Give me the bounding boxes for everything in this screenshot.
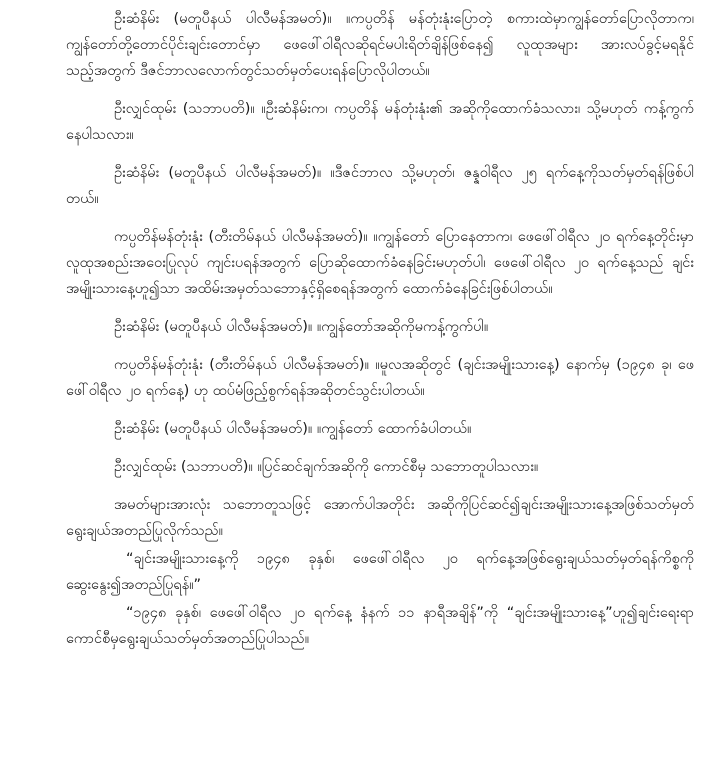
paragraph-8: ဦးလျှင်ထုမ်း (သဘာပတိ)။ ။ပြင်ဆင်ချက်အဆိုကို ကောင်စီမှ သဘောတူပါသလား။ — [114, 459, 539, 475]
quote-resolution-1: “ချင်းအမျိုးသားနေ့ကို ၁၉၄၈ ခုနှစ်၊ ဖေဖေါ်ဝါရီလ ၂၀ ရက်နေ့အဖြစ်ရွေးချယ်သတ်မှတ်ရန်ကိစ္စကို ဆွေးနွေး၍အတည်ပြုရန်။” — [66, 551, 694, 593]
paragraph-2: ဦးလျှင်ထုမ်း (သဘာပတိ)။ ။ဦးဆံနိမ်းက၊ ကပ္ပတိန် မန်တုံးနုံး၏ အဆိုကိုထောက်ခံသလား၊ သို့မဟုတ် ကန့်ကွက်နေပါသလား။ — [66, 101, 694, 143]
paragraph-6: ကပ္ပတိန်မန်တုံးနုံး (တီးတိမ်နယ် ပါလီမန်အမတ်)။ ။မူလအဆိုတွင် (ချင်းအမျိုးသားနေ့) နောက်မှ (၁၉၄၈ ခု၊ ဖေဖေါ်ဝါရီလ ၂၀ ရက်နေ့) ဟု ထပ်မံဖြည့်စွက်ရန်အဆိုတင်သွင်းပါတယ်။ — [66, 357, 694, 399]
paragraph-5: ဦးဆံနိမ်း (မတူပီနယ် ပါလီမန်အမတ်)။ ။ကျွန်တော်အဆိုကိုမကန့်ကွက်ပါ။ — [114, 319, 489, 335]
paragraph-4: ကပ္ပတိန်မန်တုံးနုံး (တီးတိမ်နယ် ပါလီမန်အမတ်)။ ။ကျွန်တော် ပြောနေတာက၊ ဖေဖေါ်ဝါရီလ ၂၀ ရက်နေ့တိုင်းမှာ လူထုအစည်းအဝေးပြုလုပ် ကျင်းပရန်အတွက် ပြောဆိုထောက်ခံနေခြင်းမဟုတ်ပါ၊ ဖေဖေါ်ဝါရီလ ၂၀ ရက်နေ့သည် ချင်းအမျိုးသားနေ့ဟူ၍သာ အထိမ်းအမှတ်သဘောနှင့်ရှိစေရန်အတွက် ထောက်ခံနေခြင်းဖြစ်ပါတယ်။ — [66, 229, 694, 297]
paragraph-9: အမတ်များအားလုံး သဘောတူသဖြင့် အောက်ပါအတိုင်း အဆိုကိုပြင်ဆင်၍ချင်းအမျိုးသားနေ့အဖြစ်သတ်မှတ်ရွေးချယ်အတည်ပြုလိုက်သည်။ — [66, 497, 694, 539]
paragraph-1: ဦးဆံနိမ်း (မတူပီနယ် ပါလီမန်အမတ်)။ ။ကပ္ပတိန် မန်တုံးနုံးပြောတဲ့ စကားထဲမှာကျွန်တော်ပြောလိုတာက၊ ကျွန်တော်တို့တောင်ပိုင်းချင်းတောင်မှာ ဖေဖေါ်ဝါရီလဆိုရင်မပါးရိတ်ချိန်ဖြစ်နေ၍ လူထုအများ အားလပ်ခွင့်မရနိုင်သည့်အတွက် ဒီဇင်ဘာလလောက်တွင်သတ်မှတ်ပေးရန်ပြောလိုပါတယ်။ — [66, 11, 694, 79]
paragraph-3: ဦးဆံနိမ်း (မတူပီနယ် ပါလီမန်အမတ်)။ ။ဒီဇင်ဘာလ သို့မဟုတ်၊ ဇန္နဝါရီလ ၂၅ ရက်နေ့ကိုသတ်မှတ်ရန်ဖြစ်ပါတယ်။ — [66, 165, 694, 207]
quote-resolution-2: “၁၉၄၈ ခုနှစ်၊ ဖေဖေါ်ဝါရီလ ၂၀ ရက်နေ့ နံနက် ၁၁ နာရီအချိန်”ကို “ချင်းအမျိုးသားနေ့”ဟူ၍ချင်းရေးရာကောင်စီမှရွေးချယ်သတ်မှတ်အတည်ပြုပါသည်။ — [66, 605, 694, 647]
paragraph-7: ဦးဆံနိမ်း (မတူပီနယ် ပါလီမန်အမတ်)။ ။ကျွန်တော် ထောက်ခံပါတယ်။ — [114, 421, 472, 437]
